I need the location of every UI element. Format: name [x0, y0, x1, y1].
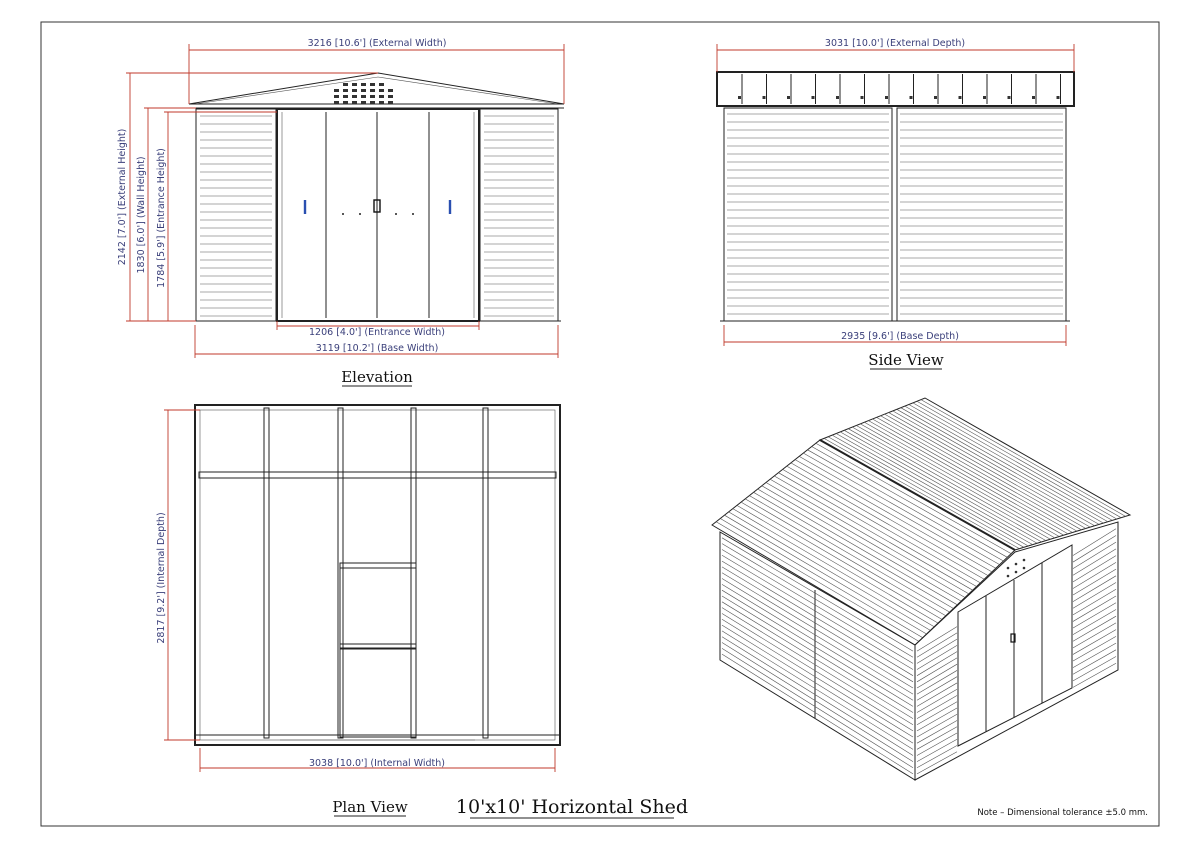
tolerance-note: Note – Dimensional tolerance ±5.0 mm. — [977, 808, 1148, 818]
dim-external-height: 2142 [7.0'] (External Height) — [117, 128, 128, 266]
drawing-border — [41, 22, 1159, 826]
plan-outer-frame — [195, 405, 560, 745]
dim-external-depth: 3031 [10.0'] (External Depth) — [824, 38, 966, 49]
side-wall-left-panel — [724, 108, 892, 321]
dim-base-depth: 2935 [9.6'] (Base Depth) — [841, 331, 959, 342]
dim-entrance-height: 1784 [5.9'] (Entrance Height) — [156, 148, 167, 288]
elevation-caption: Elevation — [341, 368, 413, 386]
dim-external-width: 3216 [10.6'] (External Width) — [307, 38, 447, 49]
elevation-roof — [189, 73, 564, 104]
elevation-door-frame — [277, 109, 479, 321]
dim-internal-depth: 2817 [9.2'] (Internal Depth) — [156, 512, 167, 644]
plan-view-caption: Plan View — [332, 798, 408, 816]
drawing-title: 10'x10' Horizontal Shed — [455, 796, 689, 818]
iso-roof-front-plane — [712, 440, 1015, 645]
isometric-view — [712, 398, 1130, 780]
side-roof-fascia — [717, 72, 1074, 106]
dim-entrance-width: 1206 [4.0'] (Entrance Width) — [309, 327, 445, 338]
plan-view — [156, 405, 560, 816]
elevation-view — [117, 38, 564, 386]
elevation-right-wall — [480, 109, 558, 321]
side-wall-right-panel — [897, 108, 1066, 321]
gable-vents — [334, 83, 393, 104]
side-view-caption: Side View — [868, 351, 944, 369]
plan-floor-panel-upper — [340, 563, 416, 648]
side-view — [717, 38, 1074, 369]
iso-door-handle-icon — [1011, 634, 1015, 642]
dim-base-width: 3119 [10.2'] (Base Width) — [315, 343, 439, 354]
dim-internal-width: 3038 [10.0'] (Internal Width) — [308, 758, 446, 769]
dim-wall-height: 1830 [6.0'] (Wall Height) — [136, 156, 147, 274]
iso-front-doors — [958, 545, 1072, 746]
iso-front-wall — [915, 522, 1118, 780]
elevation-left-wall — [196, 109, 276, 321]
